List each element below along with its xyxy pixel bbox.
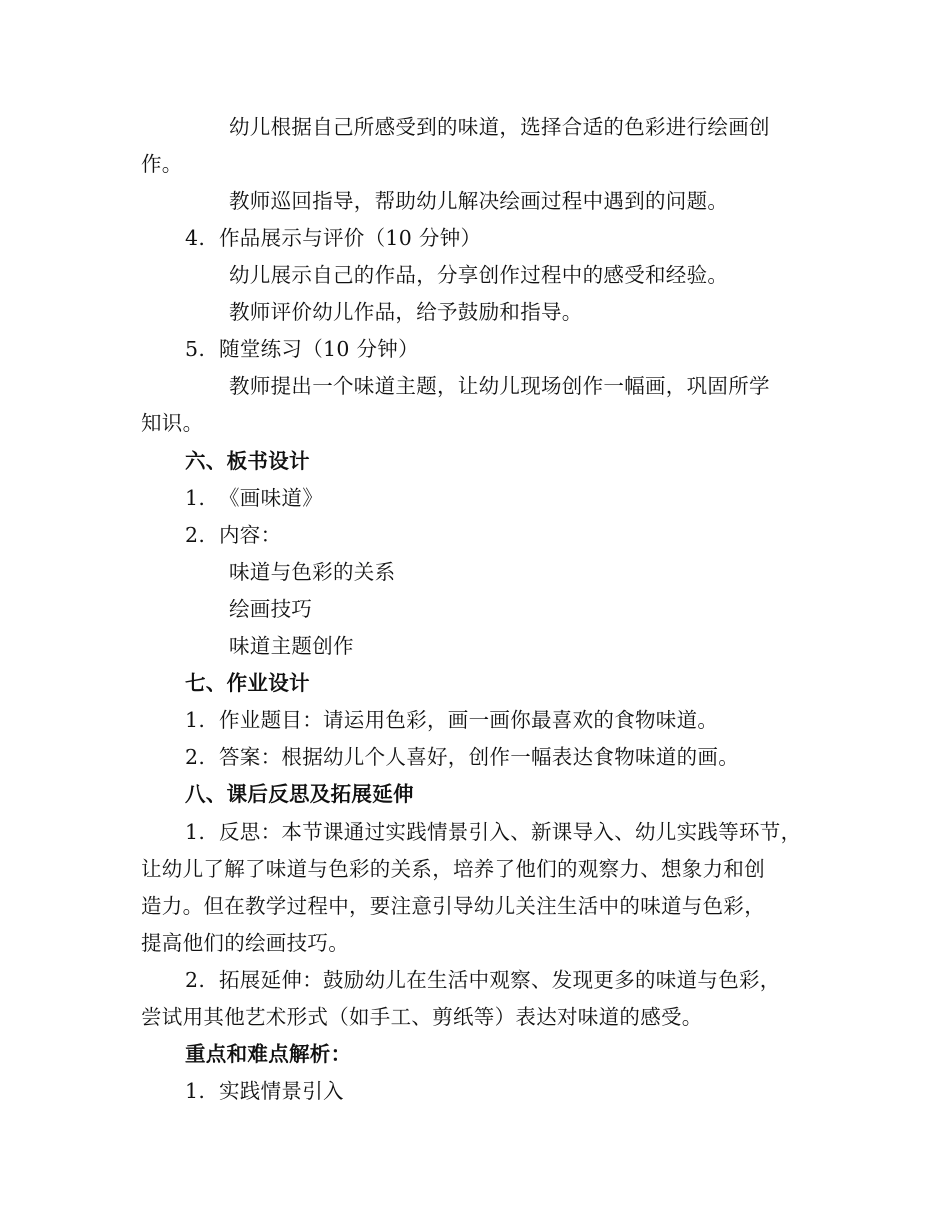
list-item — [185, 745, 739, 769]
list-item-text: 实践情景引入 — [219, 1079, 344, 1103]
paragraph-line: 味道与色彩的关系 — [229, 560, 396, 584]
list-item — [185, 523, 281, 547]
list-item — [185, 1079, 344, 1103]
list-number: 2. — [185, 523, 206, 547]
list-number: 1. — [185, 708, 206, 732]
list-item-text: 随堂练习（10 分钟） — [219, 337, 419, 361]
paragraph-line: 绘画技巧 — [229, 597, 313, 621]
paragraph-line: 幼儿根据自己所感受到的味道，选择合适的色彩进行绘画创 — [229, 115, 770, 139]
paragraph-line: 教师评价幼儿作品，给予鼓励和指导。 — [229, 300, 583, 324]
paragraph-line: 幼儿展示自己的作品，分享创作过程中的感受和经验。 — [229, 263, 729, 287]
paragraph-line: 教师提出一个味道主题，让幼儿现场创作一幅画，巩固所学 — [229, 374, 770, 398]
list-number: 5. — [185, 337, 206, 361]
paragraph-line: 味道主题创作 — [229, 634, 354, 658]
paragraph-line: 造力。但在教学过程中，要注意引导幼儿关注生活中的味道与色彩， — [141, 894, 765, 918]
list-number: 2. — [185, 745, 206, 769]
section-heading: 六、板书设计 — [185, 449, 310, 473]
paragraph-line: 知识。 — [141, 411, 204, 435]
paragraph-line: 让幼儿了解了味道与色彩的关系，培养了他们的观察力、想象力和创 — [141, 857, 765, 881]
list-item-text: 答案：根据幼儿个人喜好，创作一幅表达食物味道的画。 — [219, 745, 739, 769]
list-item-text: 《画味道》 — [219, 486, 323, 510]
list-item — [185, 968, 781, 992]
section-heading: 重点和难点解析： — [185, 1042, 352, 1066]
section-heading: 七、作业设计 — [185, 671, 310, 695]
list-item — [185, 337, 419, 361]
list-number: 1. — [185, 486, 206, 510]
list-item-text: 作业题目：请运用色彩，画一画你最喜欢的食物味道。 — [219, 708, 719, 732]
list-item-text: 拓展延伸：鼓励幼儿在生活中观察、发现更多的味道与色彩， — [219, 968, 781, 992]
section-heading: 八、课后反思及拓展延伸 — [185, 782, 414, 806]
paragraph-line: 作。 — [141, 152, 183, 176]
paragraph-line: 提高他们的绘画技巧。 — [141, 931, 349, 955]
list-item-text: 内容： — [219, 523, 282, 547]
list-item-text: 反思：本节课通过实践情景引入、新课导入、幼儿实践等环节， — [219, 820, 802, 844]
paragraph-line: 尝试用其他艺术形式（如手工、剪纸等）表达对味道的感受。 — [141, 1005, 703, 1029]
list-item — [185, 820, 801, 844]
list-item — [185, 226, 481, 250]
list-number: 2. — [185, 968, 206, 992]
list-item — [185, 708, 718, 732]
list-number: 1. — [185, 1079, 206, 1103]
list-number: 4. — [185, 226, 206, 250]
paragraph-line: 教师巡回指导，帮助幼儿解决绘画过程中遇到的问题。 — [229, 189, 729, 213]
list-number: 1. — [185, 820, 206, 844]
list-item-text: 作品展示与评价（10 分钟） — [219, 226, 482, 250]
list-item — [185, 486, 323, 510]
